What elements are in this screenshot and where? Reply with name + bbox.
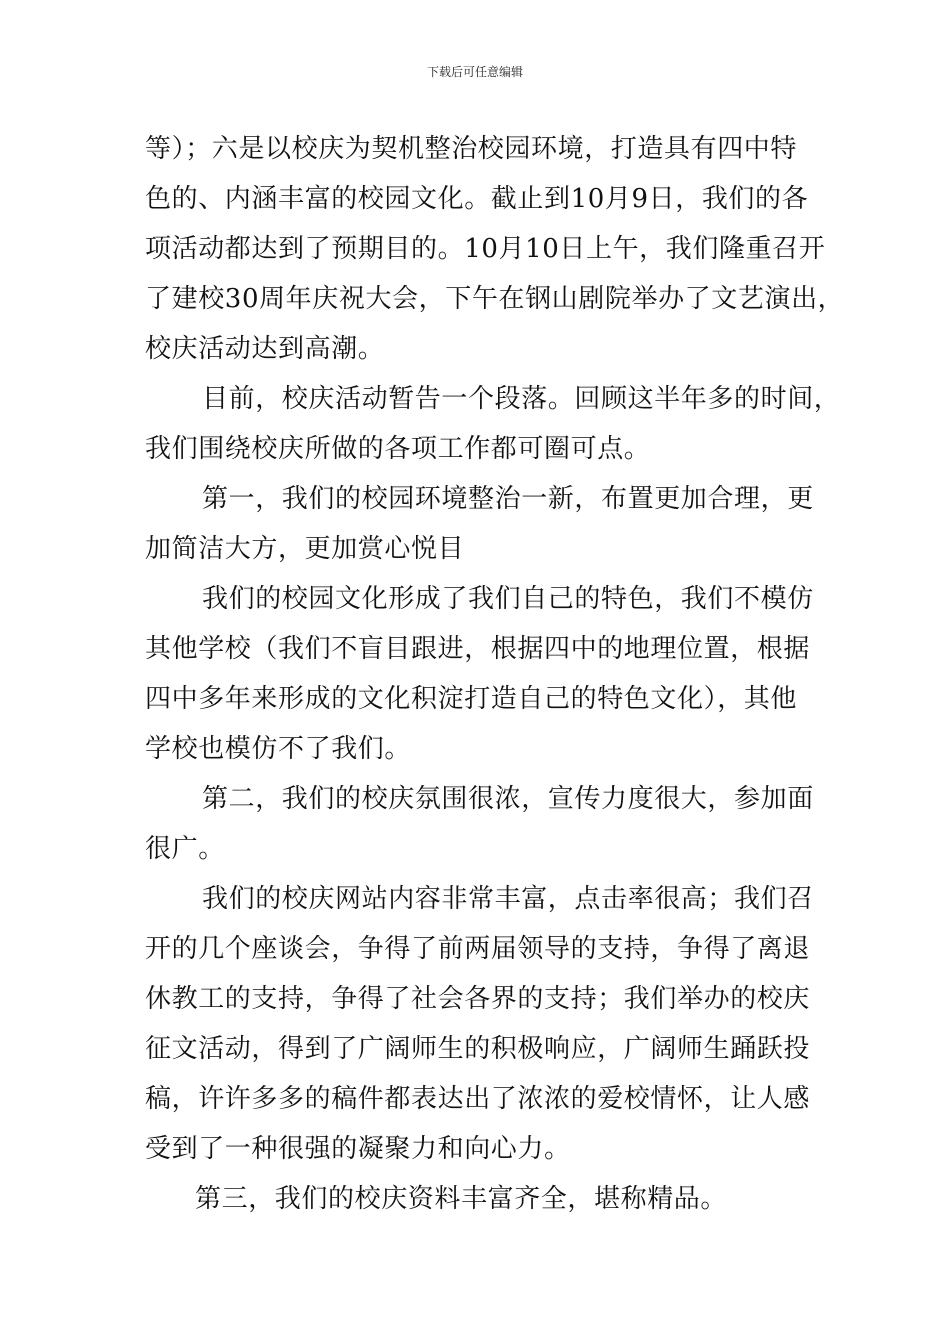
- text-line: 我们围绕校庆所做的各项工作都可圈可点。: [145, 434, 651, 464]
- page-header: 下载后可任意编辑: [426, 65, 523, 79]
- text-line: 学校也模仿不了我们。: [145, 734, 412, 764]
- text-line: 很广。: [145, 834, 225, 864]
- text-line: 校庆活动达到高潮。: [145, 334, 385, 364]
- text-line: 项活动都达到了预期目的。10月10日上午，我们隆重召开: [145, 234, 826, 264]
- paragraph-start-line: 我们的校庆网站内容非常丰富，点击率很高；我们召: [202, 884, 814, 914]
- text-line: 色的、内涵丰富的校园文化。截止到10月9日，我们的各: [145, 184, 809, 214]
- text-line: 征文活动，得到了广阔师生的积极响应，广阔师生踊跃投: [145, 1034, 811, 1064]
- text-line: 休教工的支持，争得了社会各界的支持；我们举办的校庆: [145, 984, 811, 1014]
- paragraph-start-line: 第一，我们的校园环境整治一新，布置更加合理，更: [202, 484, 814, 514]
- paragraph-start-line: 目前，校庆活动暂告一个段落。回顾这半年多的时间，: [202, 384, 841, 414]
- text-line: 四中多年来形成的文化积淀打造自己的特色文化），其他: [145, 684, 798, 714]
- document-body: [145, 124, 845, 1224]
- text-line: 开的几个座谈会，争得了前两届领导的支持，争得了离退: [145, 934, 811, 964]
- paragraph-start-line: 我们的校园文化形成了我们自己的特色，我们不模仿: [202, 584, 814, 614]
- paragraph-start-line: 第二，我们的校庆氛围很浓，宣传力度很大，参加面: [202, 784, 814, 814]
- text-line: 了建校30周年庆祝大会，下午在钢山剧院举办了文艺演出，: [145, 284, 845, 314]
- text-line: 其他学校（我们不盲目跟进，根据四中的地理位置，根据: [145, 634, 811, 664]
- text-line: 受到了一种很强的凝聚力和向心力。: [145, 1134, 571, 1164]
- text-line: 稿，许许多多的稿件都表达出了浓浓的爱校情怀，让人感: [145, 1084, 811, 1114]
- paragraph-start-line: 第三，我们的校庆资料丰富齐全，堪称精品。: [195, 1184, 728, 1214]
- text-line: 等）；六是以校庆为契机整治校园环境，打造具有四中特: [145, 134, 798, 164]
- text-line: 加简洁大方，更加赏心悦目: [145, 534, 465, 564]
